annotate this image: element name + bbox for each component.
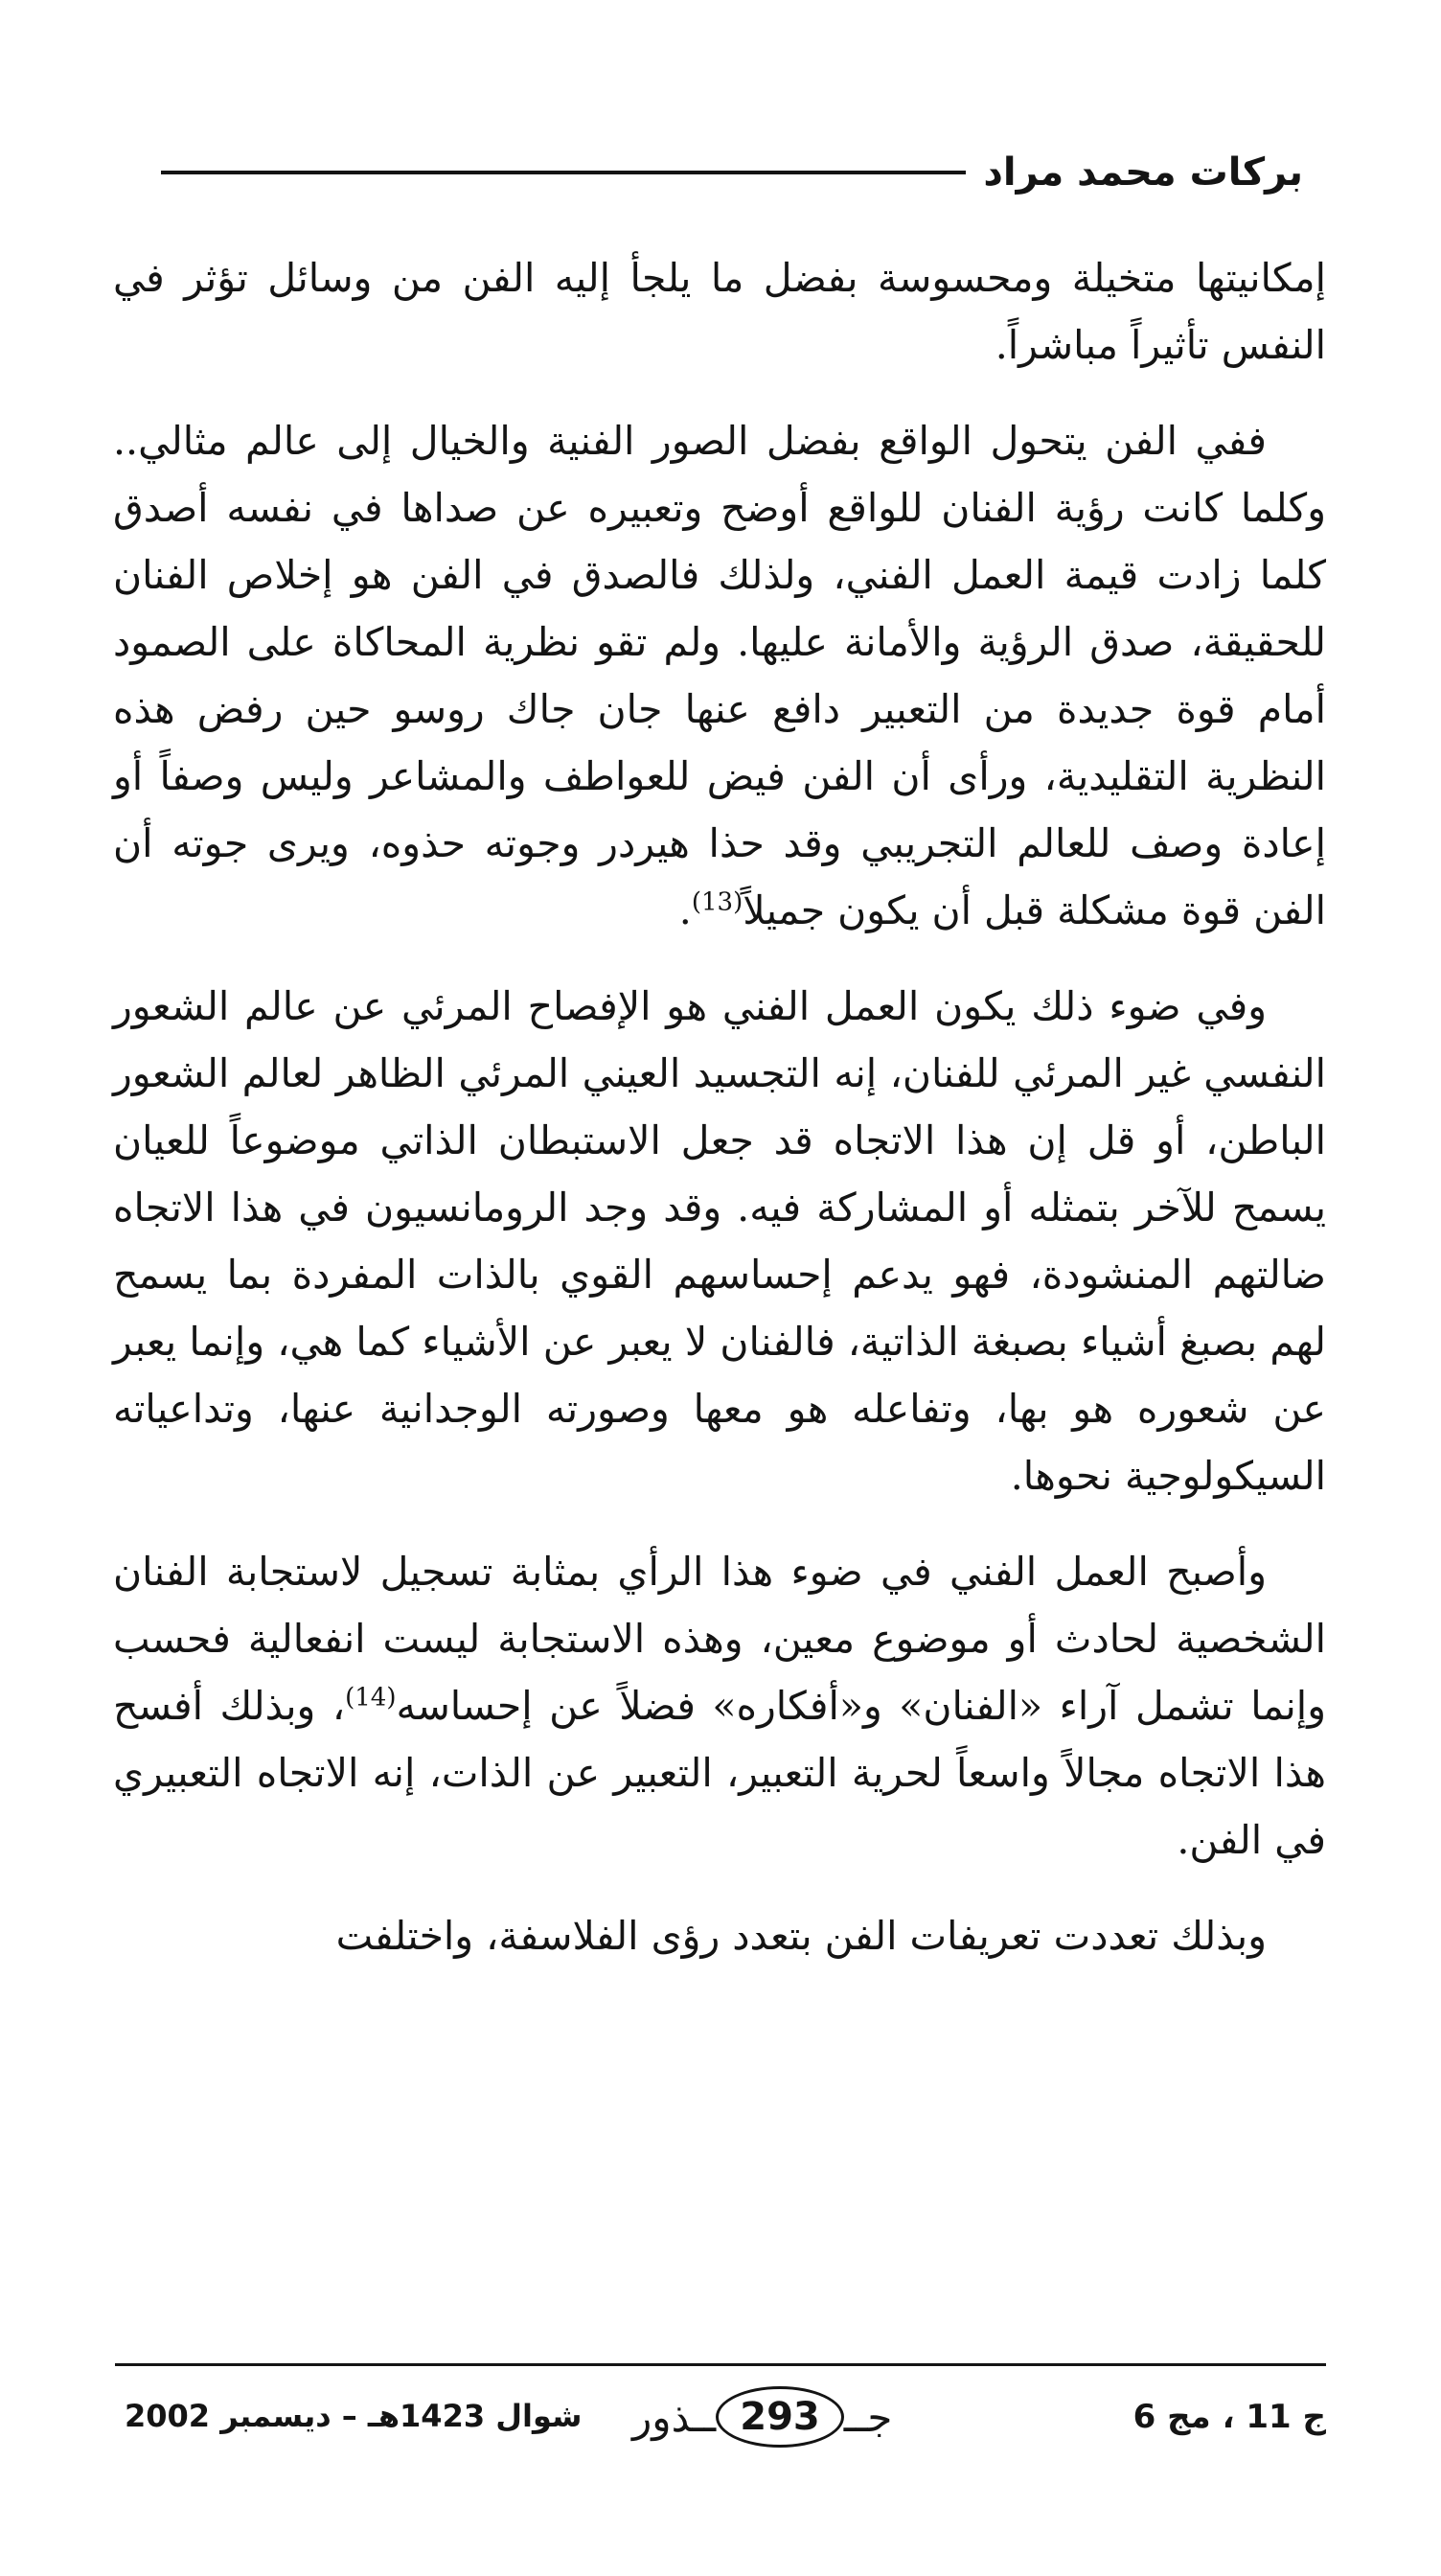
journal-name-start: جــ bbox=[843, 2393, 893, 2441]
running-header bbox=[115, 134, 1303, 211]
hijri-date: شوال 1423هـ – ديسمبر bbox=[220, 2398, 583, 2434]
paragraph-text: وبذلك تعددت تعريفات الفن بتعدد رؤى الفلاسفة، واختلفت bbox=[335, 1913, 1267, 1959]
volume-label: ج 11 ، مج 6 bbox=[1132, 2398, 1326, 2436]
paragraph-end: . bbox=[678, 887, 692, 933]
paragraph-5 bbox=[113, 1902, 1326, 1969]
footnote-ref-13: (13) bbox=[691, 887, 743, 917]
body-text bbox=[113, 244, 1326, 1998]
paragraph-text: ففي الفن يتحول الواقع بفضل الصور الفنية والخيال إلى عالم مثالي.. وكلما كانت رؤية الفنان للواقع أوضح وتعبيره عن صداها في نفسه أصدق كلما زادت قيمة العمل الفني، ولذلك فالصدق في الفن هو إخلاص الفنان للحقيقة، صدق الرؤية والأمانة عليها. ولم تقو نظرية المحاكاة على الصمود أمام قوة جديدة من التعبير دافع عنها جان جاك روسو حين رفض هذه النظرية التقليدية، ورأى أن الفن فيض للعواطف والمشاعر وليس وصفاً أو إعادة وصف للعالم التجريبي وقد حذا هيردر وجوته حذوه، ويرى جوته أن الفن قوة مشكلة قبل أن يكون جميلاً bbox=[113, 418, 1326, 933]
journal-logo bbox=[632, 2386, 892, 2448]
footer-rule bbox=[115, 2363, 1326, 2366]
gregorian-year: 2002 bbox=[125, 2398, 211, 2434]
header-rule bbox=[161, 171, 966, 174]
paragraph-3 bbox=[113, 973, 1326, 1509]
paragraph-2 bbox=[113, 407, 1326, 944]
paragraph-text: وفي ضوء ذلك يكون العمل الفني هو الإفصاح المرئي عن عالم الشعور النفسي غير المرئي للفنان، إنه التجسيد العيني المرئي الظاهر لعالم الشعور الباطن، أو قل إن هذا الاتجاه قد جعل الاستبطان الذاتي موضوعاً للعيان يسمح للآخر بتمثله أو المشاركة فيه. وقد وجد الرومانسيون في هذا الاتجاه ضالتهم المنشودة، فهو يدعم إحساسهم القوي بالذات المفردة بما يسمح لهم بصبغ أشياء بصبغة الذاتية، فالفنان لا يعبر عن الأشياء كما هي، وإنما يعبر عن شعوره هو بها، وتفاعله هو معها وصورته الوجدانية عنها، وتداعياته السيكولوجية نحوها. bbox=[113, 983, 1326, 1499]
paragraph-1 bbox=[113, 244, 1326, 379]
header-author: بركات محمد مراد bbox=[983, 150, 1303, 195]
journal-name-end: ــذور bbox=[632, 2393, 717, 2441]
issue-date bbox=[125, 2398, 583, 2434]
paragraph-continuation: ، وبذلك أفسح هذا الاتجاه مجالاً واسعاً لحرية التعبير، التعبير عن الذات، إنه الاتجاه التعبيري في الفن. bbox=[113, 1683, 1326, 1863]
paragraph-text: وأصبح العمل الفني في ضوء هذا الرأي بمثابة تسجيل لاستجابة الفنان الشخصية لحادث أو موضوع معين، وهذه الاستجابة ليست انفعالية فحسب وإنما تشمل آراء «الفنان» و«أفكاره» فضلاً عن إحساسه bbox=[113, 1549, 1326, 1729]
footnote-ref-14: (14) bbox=[345, 1683, 397, 1713]
paragraph-text: إمكانيتها متخيلة ومحسوسة بفضل ما يلجأ إليه الفن من وسائل تؤثر في النفس تأثيراً مباشراً. bbox=[113, 255, 1326, 368]
page-number: 293 bbox=[716, 2386, 844, 2448]
paragraph-4 bbox=[113, 1538, 1326, 1874]
page-footer bbox=[115, 2377, 1326, 2482]
